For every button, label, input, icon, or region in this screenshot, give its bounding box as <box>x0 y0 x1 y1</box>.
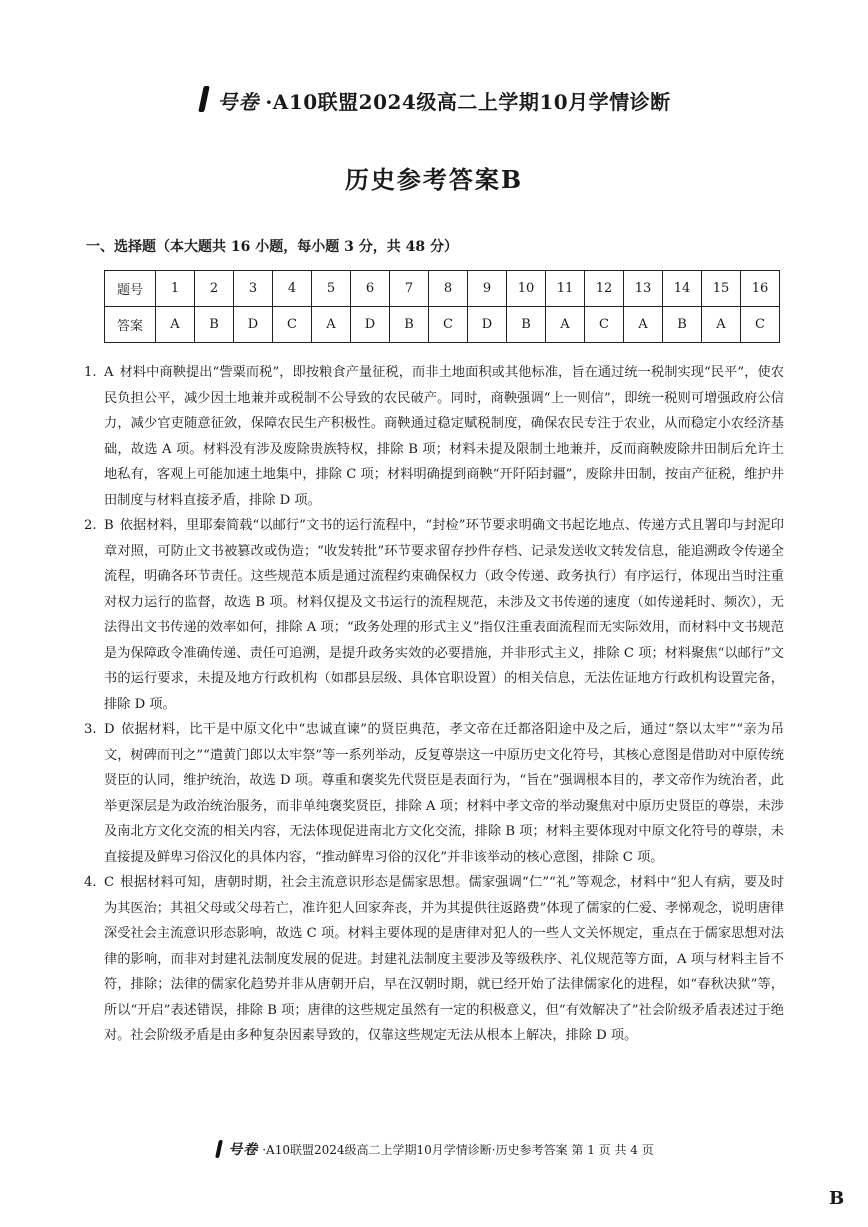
brush-logo-icon <box>214 1138 224 1160</box>
table-row-label: 题号 <box>105 271 156 307</box>
answer-letter: B <box>390 307 429 343</box>
footer-logo-text: 号卷 <box>228 1142 259 1158</box>
answer-letter: A <box>702 307 741 343</box>
answer-letter: C <box>273 307 312 343</box>
version-mark: B <box>829 1188 845 1209</box>
item-number: 4. <box>84 875 97 890</box>
answer-table-answer-row <box>105 307 780 343</box>
item-number: 2. <box>84 518 97 533</box>
item-answer: A <box>104 365 114 380</box>
answer-table <box>104 270 780 343</box>
question-number: 10 <box>507 271 546 307</box>
question-number: 2 <box>195 271 234 307</box>
header-logo-text: 号卷 <box>217 89 260 114</box>
header-title: ·A10联盟2024级高二上学期10月学情诊断 <box>265 89 671 114</box>
section-heading: 一、选择题（本大题共 16 小题，每小题 3 分，共 48 分） <box>86 239 458 255</box>
question-number: 14 <box>663 271 702 307</box>
footer-text: ·A10联盟2024级高二上学期10月学情诊断·历史参考答案 第 1 页 共 4 页 <box>262 1142 654 1157</box>
answer-letter: C <box>741 307 780 343</box>
answer-letter: C <box>429 307 468 343</box>
answer-letter: D <box>468 307 507 343</box>
item-answer: D <box>104 722 115 737</box>
question-number: 6 <box>351 271 390 307</box>
item-number: 1. <box>84 365 97 380</box>
item-text: 依据材料，比干是中原文化中“忠诚直谏”的贤臣典范，孝文帝在迁都洛阳途中及之后，通过“祭以太牢”“亲为吊文，树碑而刊之”“遣黄门郎以太牢祭”等一系列举动，反复尊崇这一中原历史文化符号，其核心意图是借助对中原传统贤臣的认同，维护统治，故选 D 项。尊重和褒奖先代贤臣是表面行为，“旨在”强调根本目的，孝文帝作为统治者，此举更深层是为政治统治服务，而非单纯褒奖贤臣，排除 A 项；材料中孝文帝的举动聚焦对中原历史贤臣的尊崇，未涉及南北方文化交流的相关内容，无法体现促进南北方文化交流，排除 B 项；材料主要体现对中原文化符号的尊崇，未直接提及鲜卑习俗汉化的具体内容，“推动鲜卑习俗的汉化”并非该举动的核心意图，排除 C 项。 <box>104 722 784 865</box>
item-text: 材料中商鞅提出“訾粟而税”，即按粮食产量征税，而非土地面积或其他标准，旨在通过统一税制实现“民平”，使农民负担公平，减少因土地兼并或税制不公导致的农民破产。同时，商鞅强调“上一则信”，即统一税则可增强政府公信力，减少官吏随意征敛，保障农民生产积极性。商鞅通过稳定赋税制度，确保农民专注于农业，从而稳定小农经济基础，故选 A 项。材料没有涉及废除贵族特权，排除 B 项；材料未提及限制土地兼并，反而商鞅废除井田制后允许土地私有，客观上可能加速土地集中，排除 C 项；材料明确提到商鞅“开阡陌封疆”，废除井田制，按亩产征税，维护井田制度与材料直接矛盾，排除 D 项。 <box>104 365 784 508</box>
page-title: 历史参考答案B <box>344 165 524 194</box>
answer-letter: A <box>546 307 585 343</box>
brush-logo-icon <box>197 84 211 116</box>
question-number: 16 <box>741 271 780 307</box>
question-number: 13 <box>624 271 663 307</box>
question-number: 4 <box>273 271 312 307</box>
answer-table-number-row <box>105 271 780 307</box>
explanation-item <box>84 717 784 870</box>
page-header <box>0 84 868 116</box>
explanation-item <box>84 870 784 1049</box>
answer-letter: D <box>234 307 273 343</box>
item-number: 3. <box>84 722 97 737</box>
answer-letter: B <box>195 307 234 343</box>
question-number: 12 <box>585 271 624 307</box>
item-text: 根据材料可知，唐朝时期，社会主流意识形态是儒家思想。儒家强调“仁”“礼”等观念，材料中“犯人有病，要及时为其医治；其祖父母或父母若亡，准许犯人回家奔丧，并为其提供往返路费”体现了儒家的仁爱、孝悌观念，说明唐律深受社会主流意识形态影响，故选 C 项。材料主要体现的是唐律对犯人的一些人文关怀规定，重点在于儒家思想对法律的影响，而非对封建礼法制度发展的促进。封建礼法制度主要涉及等级秩序、礼仪规范等方面，A 项与材料主旨不符，排除；法律的儒家化趋势并非从唐朝开启，早在汉朝时期，就已经开始了法律儒家化的进程，如“春秋决狱”等，所以“开启”表述错误，排除 B 项；唐律的这些规定虽然有一定的积极意义，但“有效解决了”社会阶级矛盾表述过于绝对。社会阶级矛盾是由多种复杂因素导致的，仅靠这些规定无法从根本上解决，排除 D 项。 <box>104 875 784 1043</box>
question-number: 9 <box>468 271 507 307</box>
answer-letter: B <box>663 307 702 343</box>
table-row-label: 答案 <box>105 307 156 343</box>
question-number: 8 <box>429 271 468 307</box>
item-answer: B <box>104 518 114 533</box>
question-number: 5 <box>312 271 351 307</box>
page-footer <box>0 1138 868 1160</box>
answer-letter: D <box>351 307 390 343</box>
answer-letter: C <box>585 307 624 343</box>
item-text: 依据材料，里耶秦简载“以邮行”文书的运行流程中，“封检”环节要求明确文书起讫地点、传递方式且署印与封泥印章对照，可防止文书被篡改或伪造；“收发转批”环节要求留存抄件存档、记录发送收文转发信息，能追溯政令传递全流程，明确各环节责任。这些规范本质是通过流程约束确保权力（政令传递、政务执行）有序运行，体现出当时注重对权力运行的监督，故选 B 项。材料仅提及文书运行的流程规范，未涉及文书传递的速度（如传递耗时、频次），无法得出文书传递的效率如何，排除 A 项；“政务处理的形式主义”指仅注重表面流程而无实际效用，而材料中文书规范是为保障政令准确传递、责任可追溯，是提升政务实效的必要措施，并非形式主义，排除 C 项；材料聚焦“以邮行”文书的运行要求，未提及地方行政机构（如郡县层级、具体官职设置）的相关信息，无法佐证地方行政机构设置完备，排除 D 项。 <box>104 518 784 712</box>
question-number: 7 <box>390 271 429 307</box>
answer-letter: B <box>507 307 546 343</box>
answer-letter: A <box>156 307 195 343</box>
explanation-item <box>84 513 784 717</box>
item-answer: C <box>104 875 115 890</box>
explanation-item <box>84 360 784 513</box>
question-number: 15 <box>702 271 741 307</box>
explanation-list <box>84 360 784 1049</box>
question-number: 3 <box>234 271 273 307</box>
answer-letter: A <box>624 307 663 343</box>
question-number: 1 <box>156 271 195 307</box>
answer-letter: A <box>312 307 351 343</box>
question-number: 11 <box>546 271 585 307</box>
